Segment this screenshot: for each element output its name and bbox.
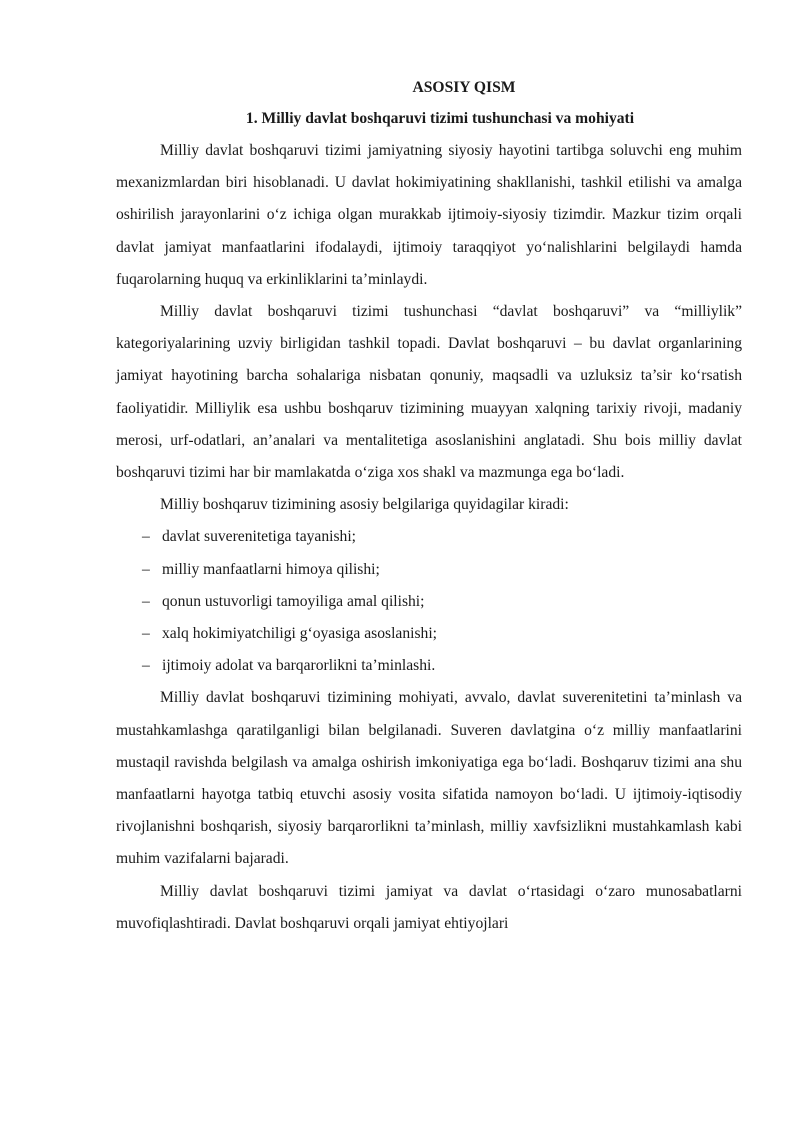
list-item [116,586,742,618]
list-item [116,521,742,553]
list-dash: – [142,592,150,610]
paragraph: Milliy davlat boshqaruvi tizimi jamiyat va davlat o‘rtasidagi o‘zaro munosabatlarni muvofiqlashtiradi. Davlat boshqaruvi orqali jamiyat ehtiyojlari [116,882,742,932]
document-title: ASOSIY QISM [412,79,516,96]
section-heading: 1. Milliy davlat boshqaruvi tizimi tushunchasi va mohiyati [245,110,635,127]
list-item-text: milliy manfaatlarni himoya qilishi; [162,560,380,578]
features-list [116,521,742,682]
list-dash: – [142,625,150,643]
document-body [116,73,742,940]
list-item-text: ijtimoiy adolat va barqarorlikni ta’minlashi. [162,657,436,675]
list-item-text: davlat suverenitetiga tayanishi; [162,528,356,546]
list-item [116,618,742,650]
paragraph: Milliy davlat boshqaruvi tizimi jamiyatning siyosiy hayotini tartibga soluvchi eng muhim mexanizmlardan biri hisoblanadi. U davlat hokimiyatining shakllanishi, tashkil etilishi va amalga oshirilish jarayonlarini o‘z ichiga olgan murakkab ijtimoiy-siyosiy tizimdir. Mazkur tizim orqali davlat jamiyat manfaatlarini ifodalaydi, ijtimoiy taraqqiyot yo‘nalishlarini belgilaydi hamda fuqarolarning huquq va erkinliklarini ta’minlaydi. [116,142,742,288]
list-dash: – [142,657,150,675]
paragraph: Milliy davlat boshqaruvi tizimi tushunchasi “davlat boshqaruvi” va “milliylik” kategoriyalarining uzviy birligidan tashkil topadi. Davlat boshqaruvi – bu davlat organlarining jamiyat hayotining barcha sohalariga nisbatan qonuniy, maqsadli va uzluksiz ta’sir ko‘rsatish faoliyatidir. Milliylik esa ushbu boshqaruv tizimining muayyan xalqning tarixiy rivoji, madaniy merosi, urf-odatlari, an’analari va mentalitetiga asoslanishini anglatadi. Shu bois milliy davlat boshqaruvi tizimi har bir mamlakatda o‘ziga xos shakl va mazmunga ega bo‘ladi. [116,303,742,482]
list-item [116,650,742,682]
list-item-text: qonun ustuvorligi tamoyiliga amal qilishi; [162,592,425,610]
paragraph: Milliy davlat boshqaruvi tizimining mohiyati, avvalo, davlat suverenitetini ta’minlash va mustahkamlashga qaratilganligi bilan belgilanadi. Suveren davlatgina o‘z milliy manfaatlarini mustaqil ravishda belgilash va amalga oshirish imkoniyatiga ega bo‘ladi. Boshqaruv tizimi ana shu manfaatlarni hayotga tatbiq etuvchi asosiy vosita sifatida namoyon bo‘ladi. U ijtimoiy-iqtisodiy rivojlanishni boshqarish, siyosiy barqarorlikni ta’minlash, milliy xavfsizlikni mustahkamlash kabi muhim vazifalarni bajaradi. [116,689,742,868]
list-dash: – [142,528,150,546]
list-item [116,554,742,586]
list-dash: – [142,560,150,578]
list-item-text: xalq hokimiyatchiligi g‘oyasiga asoslanishi; [162,625,438,643]
list-intro-paragraph: Milliy boshqaruv tizimining asosiy belgilariga quyidagilar kiradi: [160,496,569,514]
